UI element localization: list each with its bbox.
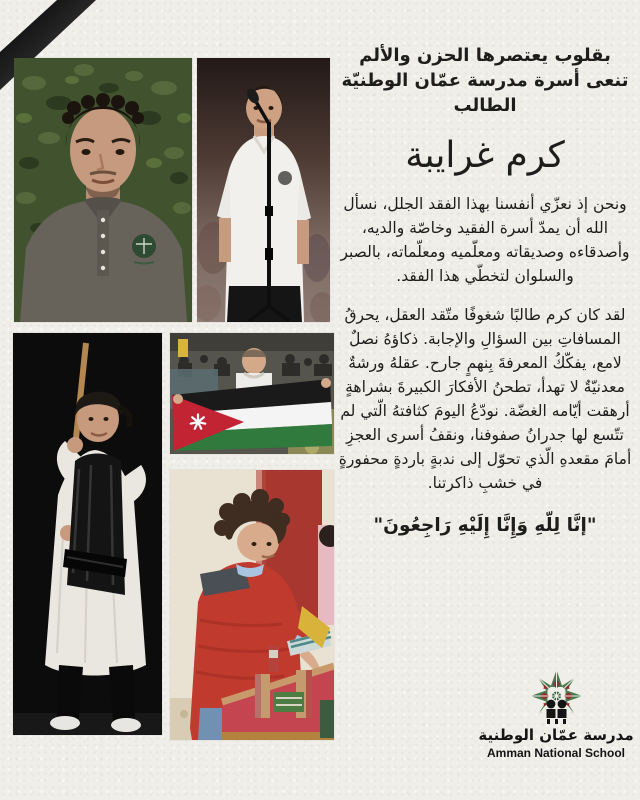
school-footer [468,668,640,760]
header-line-1: بقلوب يعتصرها الحزن والألم [359,45,611,66]
condolence-paragraph: ونحن إذ نعزّي أنفسنا بهذا الفقد الجلل، نسأل الله أن يمدّ أسرة الفقيد وخاصّة والديه، وأصدقاءه وصديقاته ومعلّميه ومعلّماته، بالصبر والسلوان لتخطّي هذا الفقد. [340,194,630,285]
school-logo-icon [528,668,585,725]
condolence-header [338,44,632,118]
quran-quote: "إنَّا لِلّهِ وَإِنَّا إِلَيْهِ رَاجِعُونَ" [373,515,597,537]
school-name-english: Amman National School [486,745,626,760]
photo-red-sweater-blocks [170,470,334,740]
header-line-2: تنعى أسرة مدرسة عمّان الوطنيّة [341,69,629,91]
photo-jordan-flag [170,333,334,454]
eulogy-paragraph: لقد كان كرم طالبًا شغوفًا متّقد العقل، يحرقُ المسافاتِ بين السؤالِ والإجابة. ذكاؤهُ نصلٌ لامع، يفكّكُ المعرفةَ بِنهمٍ جارح. عقلهُ ورشةٌ معدنيّةٌ لا تهدأ، تطحنُ الأفكارَ الكبيرةَ بشراهةٍ أرهقت أيّامه الغضّة. نودّعُ اليومَ كثافتهُ الّتي لم تتّسع لها جدرانُ صفوفنا، ونقفُ أسرى العجزِ أمامَ مقعدهِ الّذي تحوّل إلى ندبةٍ باردةٍ محفورةٍ في خشبِ ذاكرتنا. [338,305,632,493]
photo-white-polo-microphone [197,58,330,322]
photo-portrait-gray-polo [14,58,192,322]
photo-traditional-costume [13,333,162,735]
student-name: كرم غرايبة [405,135,565,177]
header-line-3: الطالب [453,94,517,116]
memorial-text-column [338,44,632,536]
school-name-arabic: مدرسة عمّان الوطنية [478,726,634,744]
